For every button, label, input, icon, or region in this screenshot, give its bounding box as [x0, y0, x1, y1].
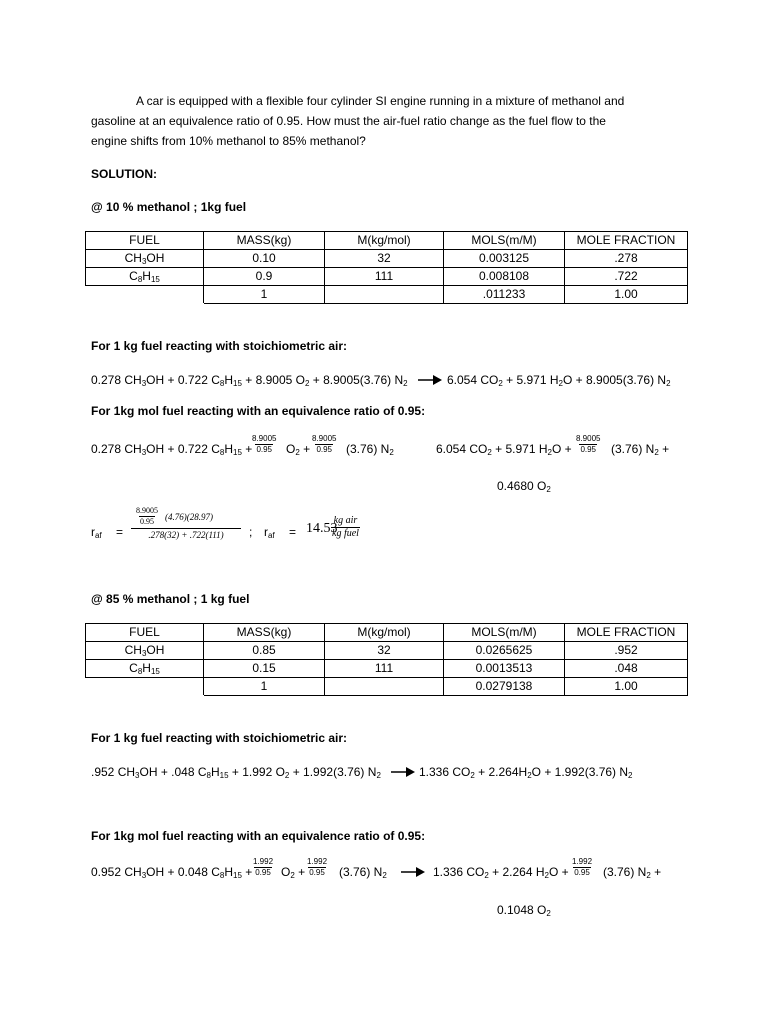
header-cell: FUEL	[86, 232, 204, 250]
case1-equiv-n2: (3.76) $N_2$	[346, 442, 394, 457]
case2-equiv-n2: (3.76) $N_2$	[339, 865, 387, 880]
fuel-formula-cell: $C_8H_{15}$	[86, 268, 204, 286]
table-cell: 0.10	[204, 250, 325, 268]
fuel-formula-cell: $CH_3OH$	[86, 642, 204, 660]
table-cell: 0.008108	[444, 268, 565, 286]
case2-equiv-lhs: 0.952 $CH_3OH + 0.048$ $C_8H_{15}$ +	[91, 865, 253, 880]
document-page: A car is equipped with a flexible four cylinder SI engine running in a mixture of methanol and gasoline at an equivalence ratio of 0.95. How must the air-fuel ratio change as the fuel flow to the engine shifts from 10% methanol to 85% methanol? SOLUTION: @ 10 % methanol ; 1kg fuel FUEL MASS(kg) M(kg/mol) MOLS(m/M) MOLE FRACTION $CH_3OH$ 0.10 32 0.003125 .278 $C_8H_{15}$ 0.9 111 0.008108 .722 1 .011233 1.00 For 1 kg fuel reacting with stoichiometric air: 0.278 $CH_3OH + 0.722$ $C_8H_{15} + 8.9005$ $O_2 + 8.9005(3.76)$ $N_2$ 6.054 $CO_2 + 5.971$ $H_2O + 8.9005(3.76)$ $N_2$ For 1kg mol fuel reacting with an equivalence ratio of 0.95: 0.278 $CH_3OH + 0.722$ $C_8H_{15}$ + $\frac{8.9005}{0.95}$ $O_2$ + $\frac{8.9005}{0.95}$ (3.76) $N_2$ 6.054 $CO_2 + 5.971$ $H_2O$ + $\frac{8.9005}{0.95}$ (3.76) $N_2$ + 0.4680 $O_2$ $r_{af}$ = $\frac{8.9005}{0.95}$ (4.76)(28.97) .278(32) + .722(111) ; $r_{af}$ = 14.53 kg air kg fuel @ 85 % methanol ; 1 kg fuel FUEL MASS(kg) M(kg/mol) MOLS(m/M) MOLE FRACTION $CH_3OH$ 0.85 32 0.0265625 .952 $C_8H_{15}$ 0.15 111 0.0013513 .048 1 0.0279138 1.00 For 1 kg fuel reacting with stoichiometric air: .952 $CH_3OH + .048$ $C_8H_{15} + 1.992$ $O_2 + 1.992(3.76)$ $N_2$ 1.336 $CO_2 + 2.264H_2O + 1.992(3.76)$ $N_2$ For 1kg mol fuel reacting with an equivalence ratio of 0.95: 0.952 $CH_3OH + 0.048$ $C_8H_{15}$ + $\frac{1.992}{0.95}$ $O_2$ + $\frac{1.992}{0.95}$ (3.76) $N_2$ 1.336 $CO_2 + 2.264$ $H_2O$ + $\frac{1.992}{0.95}$ (3.76) $N_2$ + 0.1048 $O_2$	[0, 0, 768, 1024]
header-cell: MOLE FRACTION	[565, 232, 688, 250]
table-header-row	[86, 232, 688, 250]
table-cell: .011233	[444, 286, 565, 304]
problem-line-3: engine shifts from 10% methanol to 85% methanol?	[91, 134, 366, 148]
table-cell: 32	[325, 642, 444, 660]
table-cell: .722	[565, 268, 688, 286]
table-cell	[86, 678, 204, 696]
solution-label: SOLUTION:	[91, 167, 157, 181]
case2-fuel-table	[85, 623, 688, 696]
reaction-arrow-icon	[390, 766, 416, 778]
header-cell: M(kg/mol)	[325, 232, 444, 250]
case1-equiv-n2-rhs: (3.76) $N_2$ +	[611, 442, 670, 457]
case1-stoich-rhs: 6.054 $CO_2 + 5.971$ $H_2O + 8.9005(3.76)$ $N_2$	[447, 373, 671, 388]
table-cell: 0.85	[204, 642, 325, 660]
table-cell: 0.0279138	[444, 678, 565, 696]
table-cell	[86, 286, 204, 304]
case2-stoich-heading: For 1 kg fuel reacting with stoichiometric air:	[91, 731, 348, 745]
case2-equiv-rhs: 1.336 $CO_2 + 2.264$ $H_2O$ +	[433, 865, 569, 880]
fraction: $\frac{1.992}{0.95}$	[253, 857, 274, 877]
case2-heading: @ 85 % methanol ; 1 kg fuel	[91, 592, 250, 606]
table-cell: .952	[565, 642, 688, 660]
table-cell: 32	[325, 250, 444, 268]
table-cell: 1.00	[565, 678, 688, 696]
case1-fuel-table	[85, 231, 688, 304]
fraction: $\frac{8.9005}{0.95}$	[576, 434, 601, 454]
raf-unit-fraction: kg air kg fuel	[332, 515, 359, 539]
fraction: $\frac{8.9005}{0.95}$	[252, 434, 277, 454]
raf-value: 14.53	[306, 521, 338, 536]
fuel-formula-cell: $C_8H_{15}$	[86, 660, 204, 678]
case1-heading: @ 10 % methanol ; 1kg fuel	[91, 200, 247, 214]
case1-excess-o2: 0.4680 $O_2$	[497, 479, 551, 494]
table-cell: .048	[565, 660, 688, 678]
case2-equiv-heading: For 1kg mol fuel reacting with an equivalence ratio of 0.95:	[91, 829, 426, 843]
case2-stoich-lhs: .952 $CH_3OH + .048$ $C_8H_{15} + 1.992$ $O_2 + 1.992(3.76)$ $N_2$	[91, 765, 381, 780]
table-cell: .278	[565, 250, 688, 268]
case2-equiv-n2-rhs: (3.76) $N_2$ +	[603, 865, 662, 880]
case1-equiv-heading: For 1kg mol fuel reacting with an equivalence ratio of 0.95:	[91, 404, 426, 418]
table-row	[86, 660, 688, 678]
case2-excess-o2: 0.1048 $O_2$	[497, 903, 551, 918]
case2-stoich-rhs: 1.336 $CO_2 + 2.264H_2O + 1.992(3.76)$ $N_2$	[419, 765, 633, 780]
table-cell	[325, 286, 444, 304]
reaction-arrow-icon	[400, 866, 426, 878]
table-cell: 0.15	[204, 660, 325, 678]
problem-line-2: gasoline at an equivalence ratio of 0.95. How must the air-fuel ratio change as the fuel flow to the	[91, 114, 606, 128]
table-cell: 1	[204, 286, 325, 304]
header-cell: FUEL	[86, 624, 204, 642]
table-row	[86, 268, 688, 286]
case1-stoich-lhs: 0.278 $CH_3OH + 0.722$ $C_8H_{15} + 8.9005$ $O_2 + 8.9005(3.76)$ $N_2$	[91, 373, 408, 388]
table-cell: 0.9	[204, 268, 325, 286]
fraction: $\frac{1.992}{0.95}$	[307, 857, 328, 877]
problem-line-1: A car is equipped with a flexible four cylinder SI engine running in a mixture of methanol and	[136, 94, 625, 108]
fuel-formula-cell: $CH_3OH$	[86, 250, 204, 268]
table-cell: 1	[204, 678, 325, 696]
case1-equiv-lhs: 0.278 $CH_3OH + 0.722$ $C_8H_{15}$ +	[91, 442, 253, 457]
header-cell: MASS(kg)	[204, 232, 325, 250]
raf-label: $r_{af}$	[91, 525, 102, 540]
header-cell: MASS(kg)	[204, 624, 325, 642]
case1-equiv-rhs: 6.054 $CO_2 + 5.971$ $H_2O$ +	[436, 442, 572, 457]
table-cell: 111	[325, 660, 444, 678]
header-cell: MOLS(m/M)	[444, 624, 565, 642]
table-cell	[325, 678, 444, 696]
table-cell: 0.0265625	[444, 642, 565, 660]
table-cell: 111	[325, 268, 444, 286]
header-cell: MOLS(m/M)	[444, 232, 565, 250]
header-cell: MOLE FRACTION	[565, 624, 688, 642]
table-header-row	[86, 624, 688, 642]
header-cell: M(kg/mol)	[325, 624, 444, 642]
raf-fraction: $\frac{8.9005}{0.95}$ (4.76)(28.97) .278(32) + .722(111)	[131, 508, 241, 541]
table-cell: 1.00	[565, 286, 688, 304]
table-row	[86, 250, 688, 268]
reaction-arrow-icon	[417, 374, 443, 386]
table-total-row	[86, 678, 688, 696]
table-row	[86, 642, 688, 660]
fraction: $\frac{1.992}{0.95}$	[572, 857, 593, 877]
fraction: $\frac{8.9005}{0.95}$	[312, 434, 337, 454]
table-cell: 0.0013513	[444, 660, 565, 678]
case1-stoich-heading: For 1 kg fuel reacting with stoichiometric air:	[91, 339, 348, 353]
table-total-row	[86, 286, 688, 304]
table-cell: 0.003125	[444, 250, 565, 268]
